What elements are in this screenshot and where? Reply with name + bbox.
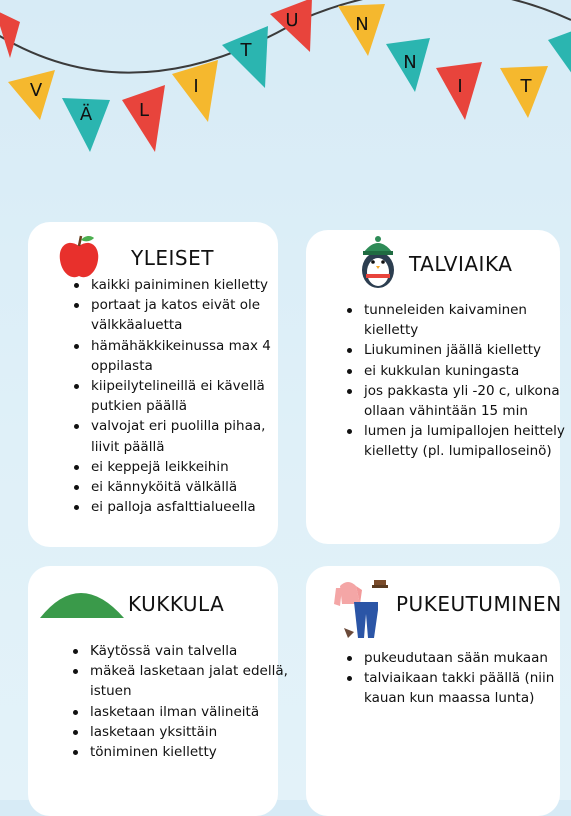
list-item: valvojat eri puolilla pihaa, liivit päällä xyxy=(91,416,286,456)
card-list xyxy=(346,300,569,462)
list-item: lumen ja lumipallojen heittely kielletty (pl. lumipalloseinö) xyxy=(364,421,569,461)
card-title: PUKEUTUMINEN xyxy=(396,592,562,616)
card-kukkula xyxy=(28,566,288,816)
list-item: ei keppejä leikkeihin xyxy=(91,457,286,477)
apple-icon xyxy=(58,234,100,280)
list-item: mäkeä lasketaan jalat edellä, istuen xyxy=(90,661,290,701)
flag-letter: T xyxy=(520,76,532,97)
list-item: pukeudutaan sään mukaan xyxy=(364,648,569,668)
list-item: jos pakkasta yli -20 c, ulkona ollaan vähintään 15 min xyxy=(364,381,569,421)
card-title: YLEISET xyxy=(131,246,214,270)
bunting-banner xyxy=(0,0,571,170)
card-talviaika xyxy=(306,230,565,544)
card-title: KUKKULA xyxy=(128,592,225,616)
card-list xyxy=(72,641,290,762)
list-item: kaikki painiminen kielletty xyxy=(91,275,286,295)
clothes-icon xyxy=(334,574,392,644)
list-item: portaat ja katos eivät ole välkkäaluetta xyxy=(91,295,286,335)
list-item: lasketaan ilman välineitä xyxy=(90,702,290,722)
list-item: tunneleiden kaivaminen kielletty xyxy=(364,300,569,340)
card-title: TALVIAIKA xyxy=(409,252,513,276)
flag-letter: V xyxy=(29,80,43,101)
list-item: Käytössä vain talvella xyxy=(90,641,290,661)
flag-letter: T xyxy=(240,40,252,61)
list-item: töniminen kielletty xyxy=(90,742,290,762)
flag-letter: I xyxy=(193,76,199,97)
card-pukeutuminen xyxy=(306,566,560,816)
card-list xyxy=(346,648,569,709)
flag-letter: N xyxy=(355,14,369,35)
list-item: ei palloja asfalttialueella xyxy=(91,497,286,517)
list-item: hämähäkkikeinussa max 4 oppilasta xyxy=(91,336,286,376)
card-list xyxy=(73,275,286,517)
flag-letter: U xyxy=(285,10,299,31)
list-item: talviaikaan takki päällä (niin kauan kun maassa lunta) xyxy=(364,668,569,708)
flag-letter: I xyxy=(457,76,463,97)
flag-letter: N xyxy=(403,52,417,73)
list-item: ei kukkulan kuningasta xyxy=(364,361,569,381)
flag-letter: L xyxy=(138,100,150,121)
list-item: Liukuminen jäällä kielletty xyxy=(364,340,569,360)
penguin-icon xyxy=(356,236,400,290)
list-item: kiipeilytelineillä ei kävellä putkien päällä xyxy=(91,376,286,416)
hill-icon xyxy=(40,580,124,620)
card-yleiset xyxy=(28,222,278,547)
list-item: lasketaan yksittäin xyxy=(90,722,290,742)
list-item: ei kännyköitä välkällä xyxy=(91,477,286,497)
flag-letter: Ä xyxy=(79,104,93,125)
